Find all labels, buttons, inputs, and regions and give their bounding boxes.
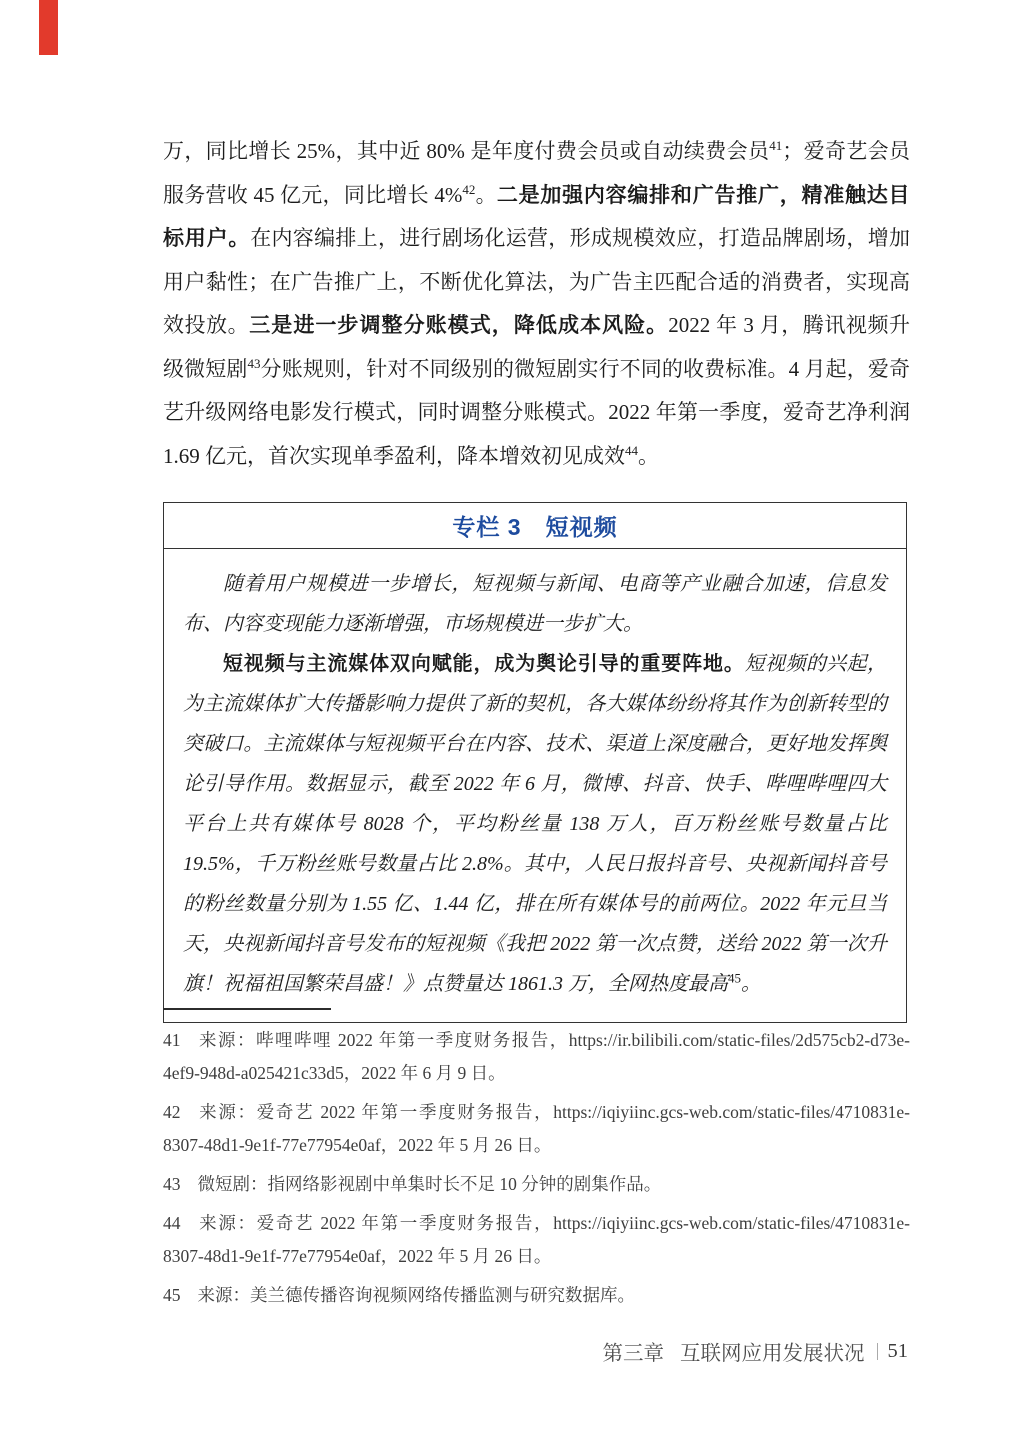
column-box-short-video (163, 502, 907, 1023)
footnote-ref-41: 41 (769, 138, 783, 153)
footnote-ref-45: 45 (728, 970, 741, 986)
footnote-number: 43 (163, 1174, 181, 1194)
text-run: 分账规则，针对不同级别的微短剧实行不同的收费标准。4 月起，爱奇艺升级网络电影发行模式，同时调整分账模式。2022 年第一季度，爱奇艺净利润 1.69 亿元，首次实现单季盈利，降本增效初见成效 (163, 356, 911, 468)
body-paragraph (163, 130, 910, 478)
page-number: 51 (887, 1339, 908, 1362)
text-run: 在内容编排上，进行剧场化运营，形成规模效应，打造品牌剧场，增加用户黏性；在广告推广上，不断优化算法，为广告主匹配合适的消费者，实现高效投放。 (163, 226, 911, 337)
text-run: 万，同比增长 25%，其中近 80% 是年度付费会员或自动续费会员 (163, 139, 770, 163)
text-run: 。 (638, 443, 659, 468)
column-box-title: 专栏 3 短视频 (452, 514, 618, 540)
footnote-text: 微短剧：指网络影视剧中单集时长不足 10 分钟的剧集作品。 (197, 1174, 662, 1194)
footnote-42 (163, 1096, 910, 1162)
red-bookmark-icon (39, 0, 58, 55)
footnote-ref-44: 44 (625, 442, 638, 458)
footnote-number: 42 (163, 1102, 181, 1122)
footnote-number: 45 (163, 1285, 181, 1305)
footnote-text: 来源：爱奇艺 2022 年第一季度财务报告，https://iqiyiinc.gcs-web.com/static-files/4710831e-8307-48d1-9e1f-77e77954e0af，2022 年 5 月 26 日。 (163, 1213, 910, 1266)
text-run: ；爱奇艺会员服务营收 45 亿元，同比增长 4% (163, 139, 911, 207)
column-box-body (164, 549, 906, 1022)
footnote-45 (163, 1279, 910, 1312)
footnote-text: 来源：美兰德传播咨询视频网络传播监测与研究数据库。 (197, 1285, 635, 1305)
emphasis-run: 三是进一步调整分账模式，降低成本风险。 (249, 314, 669, 337)
page-footer (603, 1336, 909, 1366)
text-run: 。 (475, 182, 497, 207)
footnote-number: 44 (163, 1213, 181, 1233)
text-run: 。 (741, 973, 761, 995)
footer-divider (877, 1343, 878, 1360)
emphasis-run: 二是加强内容编排和广告推广，精准触达目标用户。 (163, 183, 911, 250)
footnote-ref-43: 43 (247, 355, 261, 371)
footnote-43 (163, 1168, 910, 1201)
box-paragraph-lead: 短视频与主流媒体双向赋能，成为舆论引导的重要阵地。 (223, 653, 745, 675)
footer-section-title: 互联网应用发展状况 (680, 1343, 865, 1365)
footnotes-section (163, 1008, 910, 1318)
footnote-number: 41 (163, 1030, 181, 1050)
footnote-text: 来源：哔哩哔哩 2022 年第一季度财务报告，https://ir.bilibili.com/static-files/2d575cb2-d73e-4ef9-948d-a025421c33d5，2022 年 6 月 9 日。 (163, 1030, 910, 1083)
text-run: 2022 年 3 月，腾讯视频升级微短剧 (163, 313, 911, 381)
footnote-ref-42: 42 (462, 181, 476, 197)
footer-chapter: 第三章 (602, 1343, 664, 1365)
box-paragraph-1: 随着用户规模进一步增长，短视频与新闻、电商等产业融合加速，信息发布、内容变现能力逐渐增强，市场规模进一步扩大。 (183, 573, 887, 635)
footnote-41 (163, 1024, 910, 1090)
footnote-separator (163, 1008, 331, 1010)
footnote-text: 来源：爱奇艺 2022 年第一季度财务报告，https://iqiyiinc.gcs-web.com/static-files/4710831e-8307-48d1-9e1f-77e77954e0af，2022 年 5 月 26 日。 (163, 1102, 910, 1155)
text-run: 短视频的兴起，为主流媒体扩大传播影响力提供了新的契机，各大媒体纷纷将其作为创新转型的突破口。主流媒体与短视频平台在内容、技术、渠道上深度融合，更好地发挥舆论引导作用。数据显示，截至 2022 年 6 月，微博、抖音、快手、哔哩哔哩四大平台上共有媒体号 8028 个，平均粉丝量 138 万人，百万粉丝账号数量占比 19.5%，千万粉丝账号数量占比 2.8%。其中，人民日报抖音号、央视新闻抖音号的粉丝数量分别为 1.55 亿、1.44 亿，排在所有媒体号的前两位。2022 年元旦当天，央视新闻抖音号发布的短视频《我把 2022 第一次点赞，送给 2022 第一次升旗！祝福祖国繁荣昌盛！》点赞量达 1861.3 万，全网热度最高 (183, 653, 888, 995)
box-paragraph-2 (183, 644, 887, 1004)
footnote-44 (163, 1207, 910, 1273)
column-box-header (164, 503, 906, 549)
